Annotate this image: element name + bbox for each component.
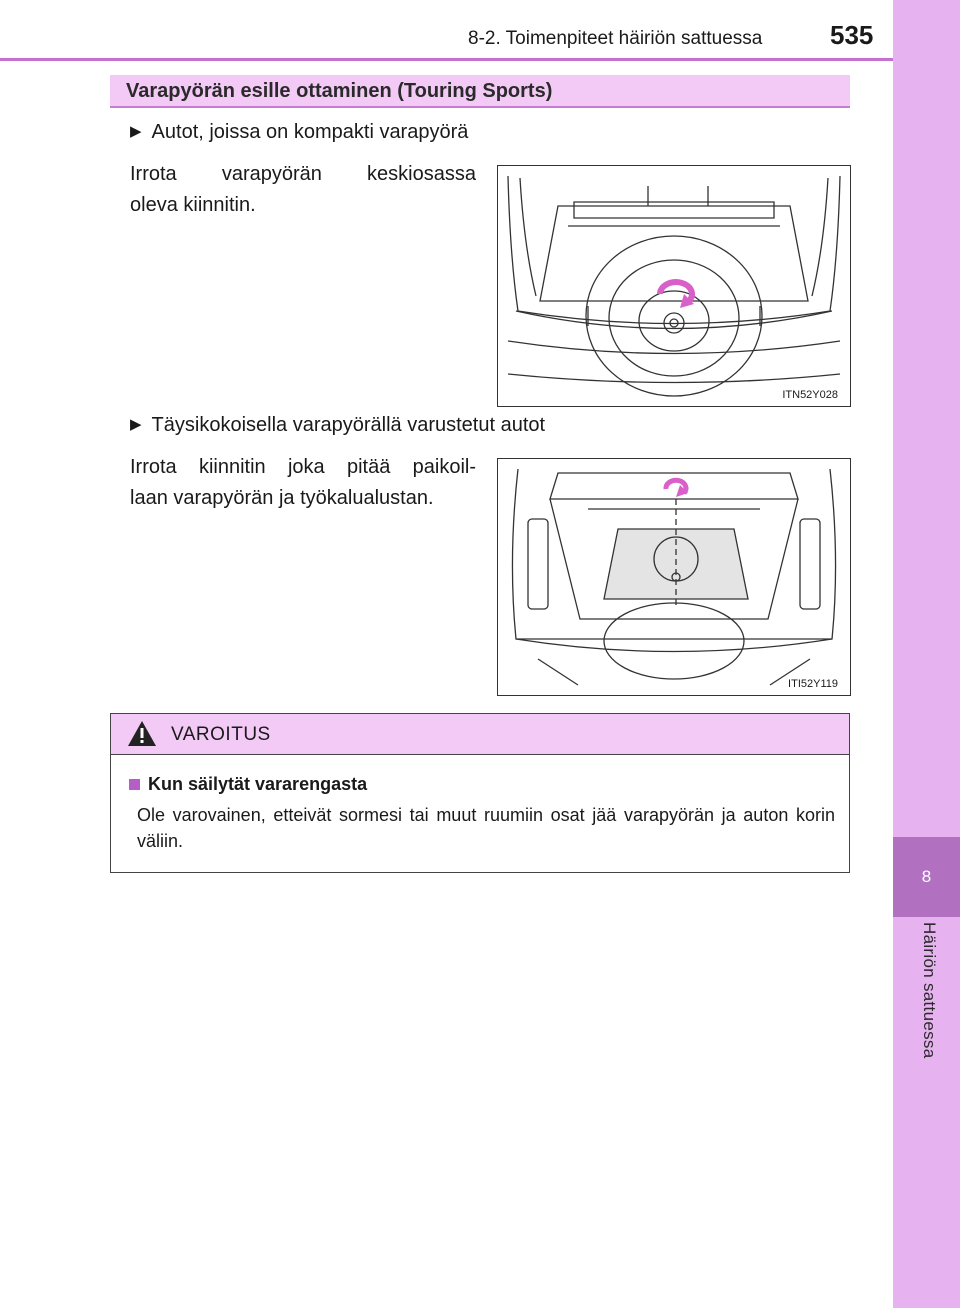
chapter-number: 8 [921, 867, 932, 886]
triangle-bullet-icon: ▶ [130, 416, 142, 433]
figure-fullsize-spare-wheel [497, 458, 851, 696]
page-number: 535 [830, 20, 874, 50]
warning-box [110, 713, 850, 873]
header-divider [0, 58, 893, 61]
chapter-number-box [893, 837, 960, 917]
item-text-line: laan varapyörän ja työkalualustan. [130, 487, 434, 509]
item-heading-fullsize [130, 414, 545, 437]
header-section-title: 8-2. Toimenpiteet häiriön sattuessa [468, 28, 763, 49]
square-bullet-icon [129, 779, 140, 790]
side-tab [893, 0, 960, 1308]
warning-title: VAROITUS [171, 724, 271, 745]
warning-triangle-icon [127, 720, 157, 752]
section-title: Varapyörän esille ottaminen (Touring Sports) [110, 75, 850, 108]
triangle-bullet-icon: ▶ [130, 123, 142, 140]
figure-code: ITI52Y119 [788, 678, 838, 690]
warning-text: Ole varovainen, etteivät sormesi tai muut ruumiin osat jää varapyörän ja auton korin väliin. [137, 805, 835, 851]
warning-subheading-text: Kun säilytät vararengasta [148, 774, 368, 794]
warning-subheading [129, 774, 367, 795]
item-text-line: Irrota kiinnitin joka pitää paikoil- [130, 456, 476, 478]
item-heading-text: Täysikokoisella varapyörällä varustetut autot [151, 414, 546, 436]
item-text-line: Irrota varapyörän keskiosassa [130, 163, 476, 185]
trunk-fullsize-illustration [498, 459, 850, 695]
figure-code: ITN52Y028 [782, 389, 838, 401]
figure-compact-spare-wheel [497, 165, 851, 407]
warning-header [111, 714, 849, 755]
item-text-fullsize [130, 452, 476, 514]
chapter-label: Häiriön sattuessa [920, 922, 939, 1059]
item-text-compact [130, 159, 476, 221]
item-text-line: oleva kiinnitin. [130, 194, 256, 216]
item-heading-text: Autot, joissa on kompakti varapyörä [151, 121, 469, 143]
trunk-compact-illustration [498, 166, 850, 406]
item-heading-compact [130, 121, 468, 144]
